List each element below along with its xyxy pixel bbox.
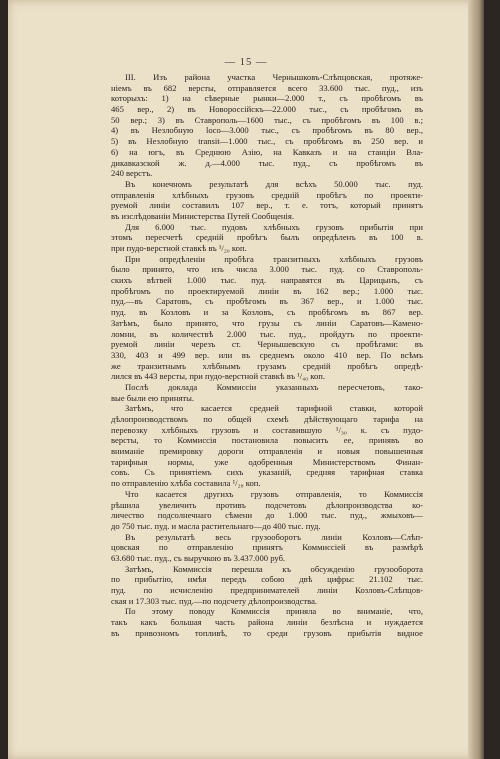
text-line: Въ результатѣ весь грузооборотъ линіи Козловъ—Слѣп-: [125, 531, 423, 542]
text-line: по отправленію хлѣба составила ¹/₂₈ коп.: [111, 478, 261, 489]
text-line: дѣлопроизводствомъ по общей схемѣ дѣйствующаго тарифа на: [111, 414, 423, 424]
text-line: въ изслѣдованіи Министерства Путей Сообщенія.: [111, 210, 294, 221]
text-line: при пудо-верстной ставкѣ въ ¹/₂₀ коп.: [111, 243, 247, 253]
text-line: личество подсолнечнаго сѣмени до 1.000 тыс. пуд., жмыховъ—: [111, 510, 423, 521]
text-line: Затѣмъ, Коммиссія перешла къ обсужденію грузооборота: [125, 563, 423, 574]
text-line: совъ. Съ принятіемъ сихъ указаній, средняя тарифная ставка: [111, 467, 423, 478]
text-line: скихъ вѣтвей 1.000 тыс. пуд. направятся въ Царицынъ, съ: [111, 275, 423, 286]
text-line: пуд.—въ Саратовъ, съ пробѣгомъ въ 367 вер., и 1.000 тыс.: [111, 296, 423, 307]
text-line: этомъ пересчетѣ средній пробѣгъ былъ опредѣленъ въ 100 в.: [111, 232, 423, 243]
text-line: руемой линіи черезъ ст. Чернышевскую съ пробѣгами: въ: [111, 339, 423, 350]
text-line: 465 вер., 2) въ Новороссійскъ—22.000 тыс., съ пробѣгомъ въ: [111, 104, 423, 115]
text-line: III. Изъ района участка Чернышковъ-Слѣпцовская, протяже-: [125, 72, 423, 82]
text-line: было принято, что изъ числа 3.000 тыс. пуд. со Ставрополь-: [111, 264, 423, 275]
text-line: лился въ 443 версты, при пудо-верстной ставкѣ въ ¹/₄₀ коп.: [111, 371, 326, 382]
body-text: [111, 72, 423, 638]
text-line: Что касается другихъ грузовъ отправленія, то Коммиссія: [125, 488, 423, 499]
text-line: до 750 тыс. пуд. и масла растительнаго—до 400 тыс. пуд.: [111, 520, 321, 531]
book-page: [8, 0, 484, 759]
text-line: рѣшила увеличить противъ подсчетовъ дѣлопроизводства ко-: [111, 499, 423, 510]
text-line: ская и 17.303 тыс. пуд.—по подсчету дѣлопроизводства.: [111, 595, 318, 606]
text-line: ломни, въ количествѣ 2.000 тыс. пуд., пройдутъ по проекти-: [111, 328, 423, 339]
text-line: версты, то Коммиссія постановила повысить ее, принявъ во: [111, 435, 423, 446]
text-line: цовская по отправленію принятъ Коммиссіей въ размѣрѣ: [111, 542, 423, 553]
text-line: же транзитнымъ хлѣбнымъ грузамъ средній пробѣгъ опредѣ-: [111, 360, 423, 371]
text-line: вые были ею приняты.: [111, 392, 195, 403]
text-line: по прибытію, имѣя передъ собою двѣ цифры: 21.102 тыс.: [111, 574, 423, 585]
text-line: которыхъ: 1) на сѣверные рынки—2.000 т., съ пробѣгомъ въ: [111, 93, 423, 104]
text-line: При опредѣленіи пробѣга транзитныхъ хлѣбныхъ грузовъ: [125, 253, 423, 264]
text-line: отправленія хлѣбныхъ грузовъ средній пробѣгъ по проекти-: [111, 189, 423, 200]
text-line: 63.680 тыс. пуд., съ выручкою въ 3.437.000 руб.: [111, 552, 286, 563]
text-line: По этому поводу Коммиссія приняла во вниманіе, что,: [125, 606, 423, 617]
text-line: перевозку хлѣбныхъ грузовъ и составившую ¹/₃₀ к. съ пудо-: [111, 424, 423, 435]
page-number: — 15 —: [224, 57, 268, 68]
text-line: Въ конечномъ результатѣ для всѣхъ 50.000 тыс. пуд.: [125, 178, 423, 189]
text-line: пуд. въ Козловъ и за Козловъ, съ пробѣгомъ въ 867 вер.: [111, 307, 423, 318]
book-gutter: [468, 0, 484, 759]
text-line: Затѣмъ, было принято, что грузы съ линіи Саратовъ—Камено-: [111, 317, 423, 328]
text-line: Послѣ доклада Коммиссіи указанныхъ пересчетовъ, тако-: [125, 381, 423, 392]
text-line: ніемъ въ 682 версты, отправляется всего 33.600 тыс. пуд., изъ: [111, 82, 423, 93]
text-line: вниманіе премировку дороги отправленія и новыя повышенныя: [111, 446, 423, 457]
text-line: 5) въ Незлобную transit—1.000 тыс., съ пробѣгомъ въ 250 вер. и: [111, 136, 423, 147]
text-line: пуд. по исчисленію предпринимателей линіи Козловъ-Слѣпцов-: [111, 585, 423, 595]
text-line: 50 вер.; 3) въ Ставрополь—1600 тыс., съ пробѣгомъ въ 100 в.;: [111, 114, 423, 125]
text-line: руемой линіи составилъ 107 вер., т. е. тотъ, который принятъ: [111, 200, 423, 211]
text-line: 330, 403 и 499 вер. или въ среднемъ около 410 вер. По всѣмъ: [111, 349, 423, 360]
text-line: такъ какъ большая часть района линіи безлѣсна и нуждается: [111, 617, 423, 628]
text-line: 6) на югъ, въ Среднюю Азію, на Кавказъ и на станціи Вла-: [111, 146, 423, 157]
text-line: тарифныя нормы, уже одобренныя Министерствомъ Финан-: [111, 456, 423, 467]
text-line: 240 верстъ.: [111, 168, 153, 179]
text-line: Затѣмъ, что касается средней тарифной ставки, которой: [125, 403, 423, 414]
text-line: пробѣгомъ по проектируемой линіи въ 162 вер.; 1.000 тыс.: [111, 285, 423, 296]
text-line: дикавказской ж. д.—4.000 тыс. пуд., съ пробѣгомъ въ: [111, 157, 423, 168]
text-line: въ привозномъ топливѣ, то среди грузовъ прибытія видное: [111, 627, 423, 638]
text-line: 4) въ Незлобную loco—3.000 тыс., съ пробѣгомъ въ 80 вер.,: [111, 125, 423, 136]
text-line: Для 6.000 тыс. пудовъ хлѣбныхъ грузовъ прибытія при: [125, 221, 423, 232]
